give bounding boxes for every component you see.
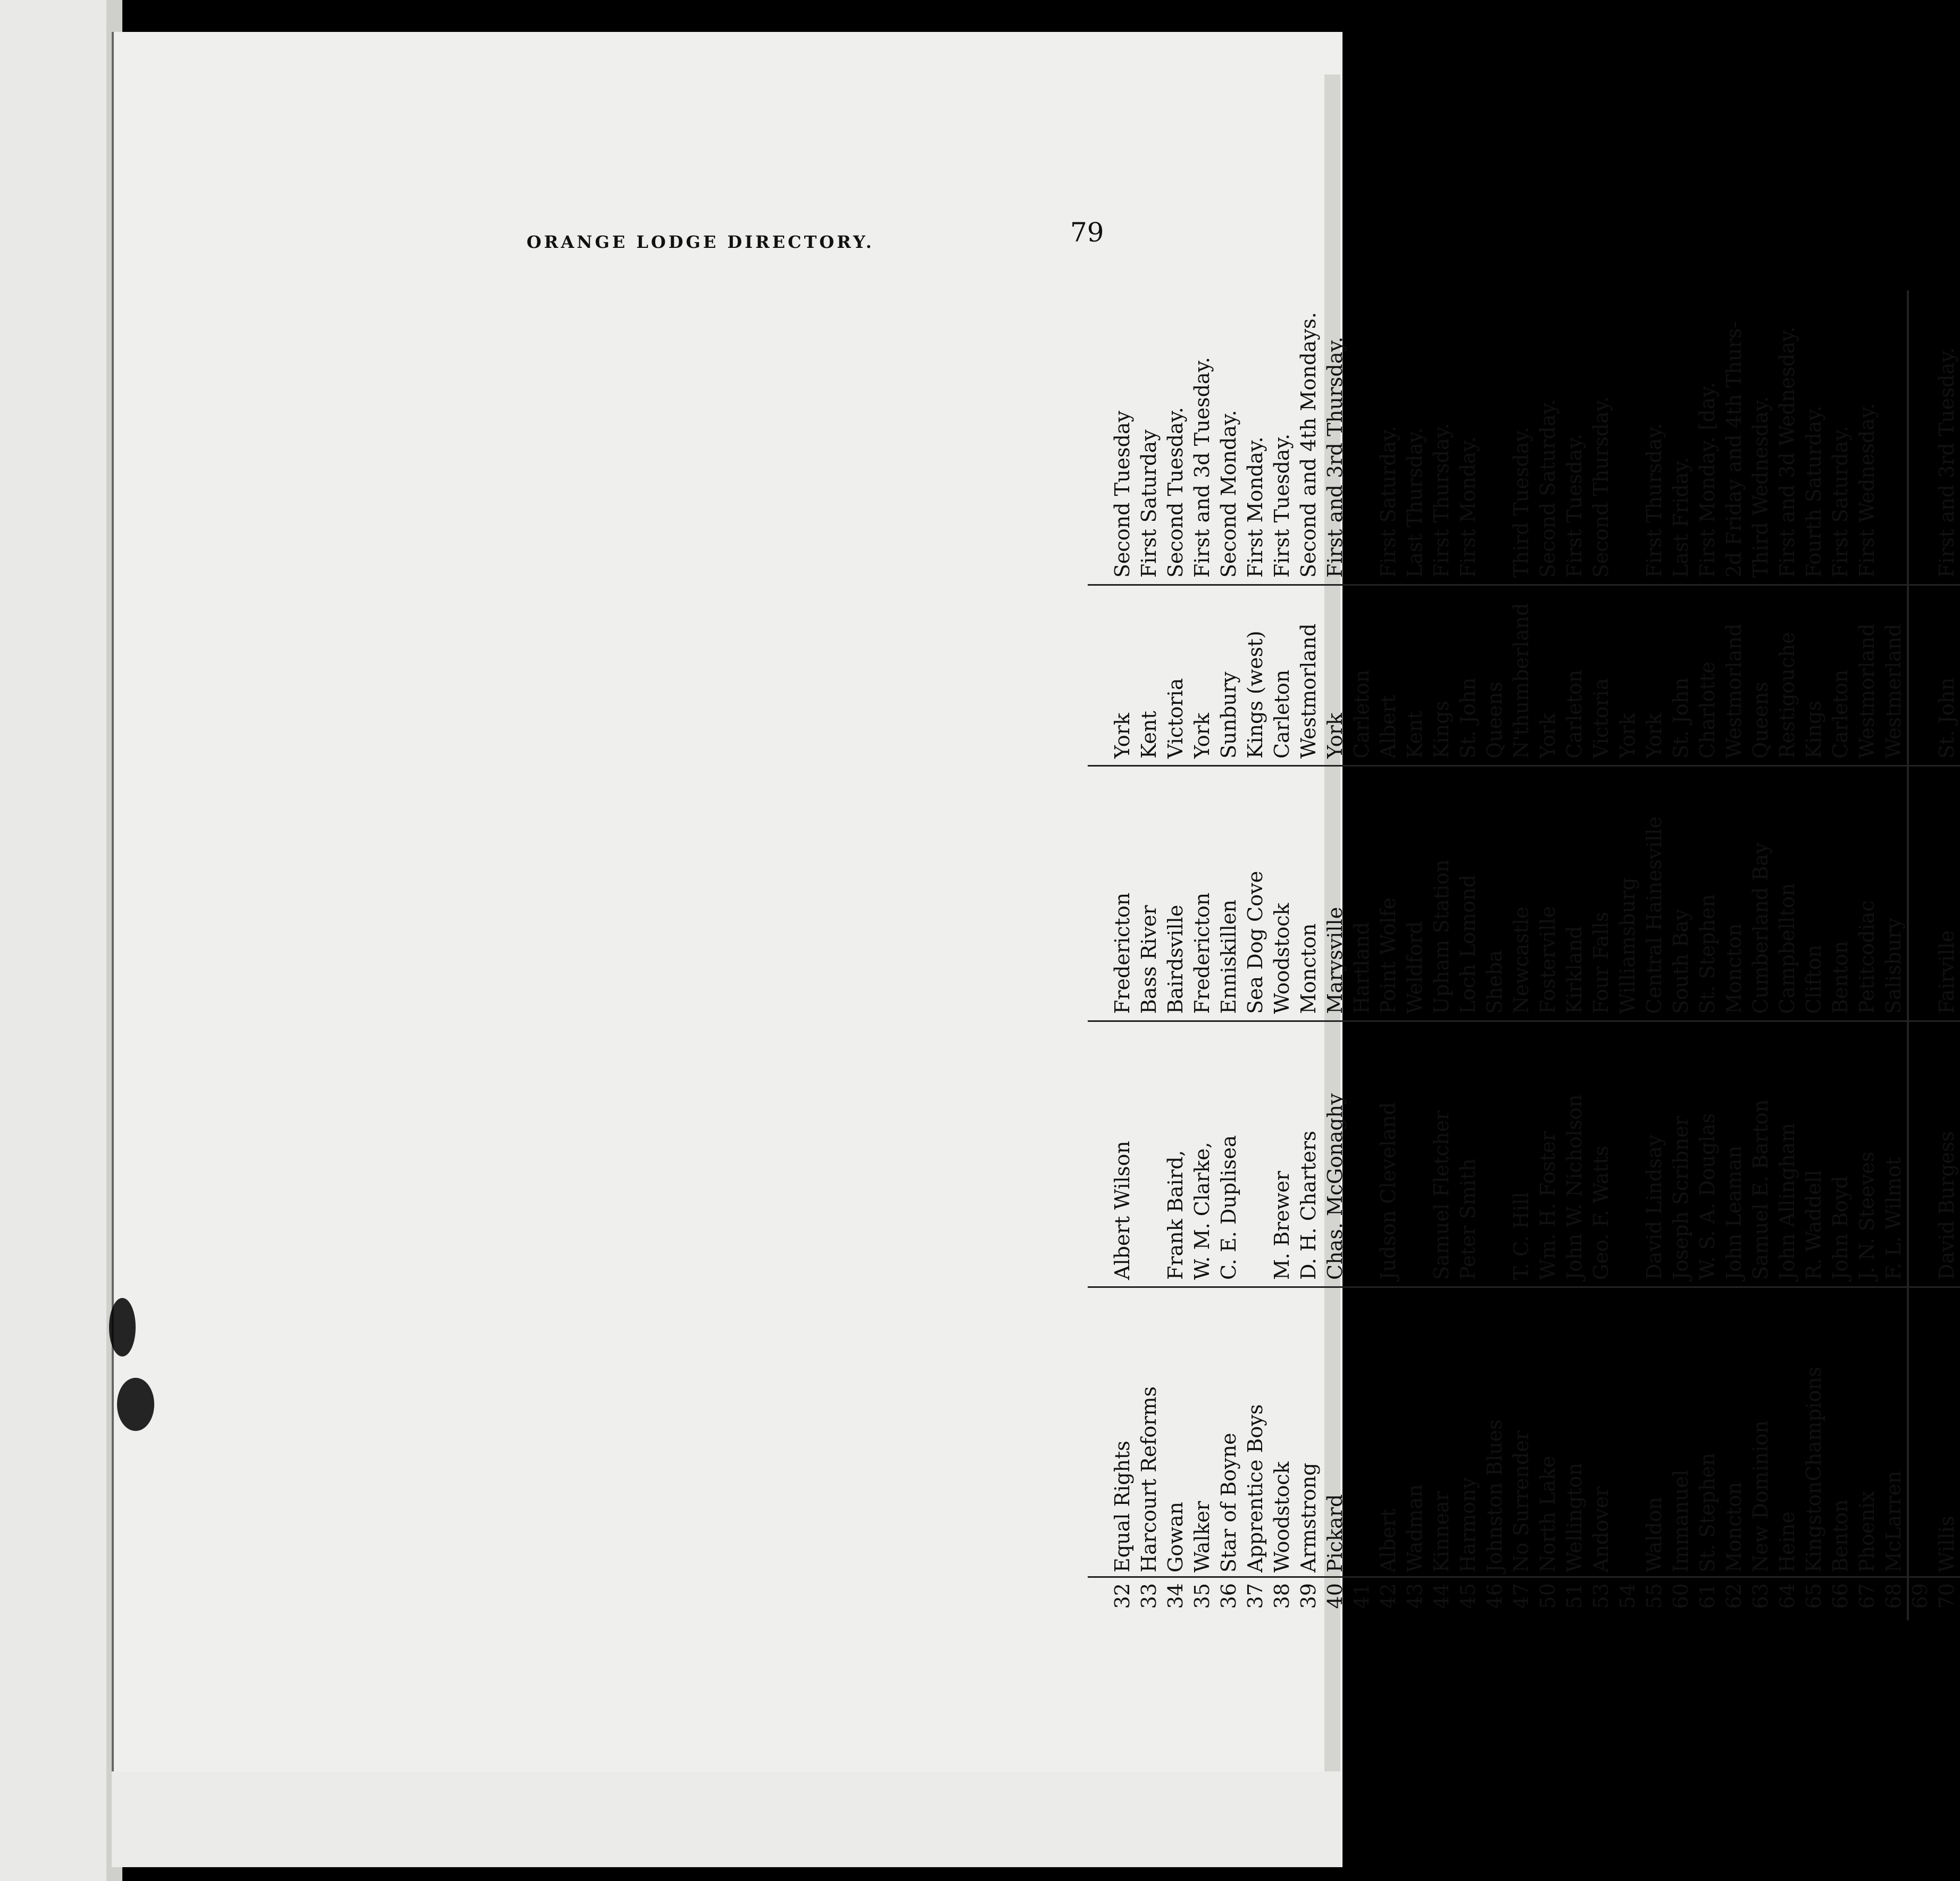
running-title: ORANGE LODGE DIRECTORY. [527,232,874,252]
lodge-number: 40 [1323,1583,1347,1609]
lodge-number: 43 [1403,1583,1427,1609]
lodge-master: Frank Baird, [1164,1150,1187,1280]
lodge-county: York [1536,713,1559,759]
table-row [1561,290,1588,1620]
lodge-county: Westmerland [1882,623,1905,759]
lodge-name: Wellington [1563,1462,1586,1572]
table-row [1428,290,1455,1620]
lodge-number: 68 [1882,1583,1905,1609]
lodge-name: Kinnear [1430,1491,1453,1572]
lodge-county: Albert [1377,695,1400,759]
lodge-place: Fredericton [1190,892,1214,1014]
lodge-master: John W. Nicholson [1563,1094,1586,1280]
lodge-number: 61 [1696,1583,1719,1609]
lodge-place: Clifton [1802,944,1825,1014]
lodge-place: Williamsburg [1616,877,1639,1014]
lodge-place: Salisbury [1882,918,1905,1014]
lodge-county: Kent [1137,711,1161,759]
table-row [1242,290,1269,1620]
lodge-place: Sheba [1483,950,1506,1014]
lodge-meeting-day: First Tuesday. [1270,434,1294,578]
lodge-name: Gowan [1164,1502,1187,1572]
lodge-county: York [1190,713,1214,759]
lodge-master: David Burgess [1935,1131,1958,1280]
lodge-place: Fairville [1935,930,1958,1014]
lodge-meeting-day: Third Wednesday. [1749,396,1772,578]
table-row [1162,290,1189,1620]
table-row [1933,290,1960,1620]
lodge-meeting-day: First Tuesday. [1563,434,1586,578]
table-row [1481,290,1508,1620]
table-row [1694,290,1721,1620]
table-row [1880,290,1907,1620]
lodge-master: T. C. Hill [1509,1192,1533,1280]
lodge-meeting-day: First Thursday. [1642,423,1666,578]
lodge-name: Johnston Blues [1483,1419,1506,1572]
lodge-number: 65 [1802,1583,1825,1609]
lodge-master: Judson Cleveland [1377,1102,1400,1280]
lodge-number: 34 [1164,1583,1187,1609]
lodge-place: Campbellton [1775,883,1799,1014]
lodge-meeting-day: First Monday. [1456,436,1480,578]
lodge-master: John Leaman [1722,1145,1746,1280]
lodge-county: Charlotte [1696,661,1719,759]
lodge-name: Immanuel [1669,1469,1692,1572]
lodge-name: St. Stephen [1696,1452,1719,1572]
lodge-number: 62 [1722,1583,1746,1609]
lodge-number: 37 [1244,1583,1267,1609]
lodge-place: Kirkland [1563,926,1586,1014]
lodge-county: Westmorland [1297,623,1320,759]
lodge-name: Apprentice Boys [1244,1404,1267,1572]
lodge-number: 44 [1430,1583,1453,1609]
table-row [1614,290,1641,1620]
lodge-master: David Lindsay [1642,1135,1666,1280]
lodge-master: John Allingham [1775,1122,1799,1280]
table-row [1534,290,1561,1620]
lodge-place: Upham Station [1430,859,1453,1014]
lodge-meeting-day: First Monday. [1244,436,1267,578]
lodge-name: New Dominion [1749,1420,1772,1572]
lodge-number: 45 [1456,1583,1480,1609]
lodge-county: Victoria [1164,678,1187,759]
lodge-county: St. John [1456,677,1480,759]
lodge-county: Kings [1430,701,1453,759]
lodge-meeting-day: 2d Friday and 4th Thurs- [1722,321,1746,578]
lodge-meeting-day: First Saturday. [1829,426,1852,578]
column-rule [1088,1286,1960,1288]
lodge-number: 69 [1908,1583,1932,1609]
lodge-number: 53 [1589,1583,1613,1609]
lodge-county: Carleton [1563,669,1586,759]
table-row [1402,290,1428,1620]
lodge-name: Pickard [1323,1494,1347,1572]
lodge-master: John Boyd [1829,1176,1852,1280]
lodge-county: Carleton [1270,669,1294,759]
table-row [1109,290,1136,1620]
lodge-place: Moncton [1297,923,1320,1014]
lodge-meeting-day: First Wednesday. [1855,403,1879,578]
lodge-number: 41 [1350,1583,1373,1609]
lodge-number: 38 [1270,1583,1294,1609]
lodge-name: Equal Rights [1111,1441,1134,1572]
table-row [1189,290,1215,1620]
lodge-county: St. John [1935,677,1958,759]
lodge-meeting-day: First and 3d Tuesday. [1190,357,1214,578]
lodge-meeting-day: Second Tuesday [1111,411,1134,578]
lodge-name: Moncton [1722,1482,1746,1572]
table-row [1455,290,1481,1620]
lodge-county: N'thumberland [1509,603,1533,759]
lodge-name: Albert [1377,1509,1400,1572]
column-rule [1088,765,1960,767]
lodge-number: 39 [1297,1583,1320,1609]
lodge-place: St. Stephen [1696,894,1719,1014]
lodge-county: Kings [1802,701,1825,759]
lodge-county: York [1642,713,1666,759]
lodge-meeting-day: Third Tuesday. [1509,427,1533,578]
lodge-number: 51 [1563,1583,1586,1609]
lodge-number: 66 [1829,1583,1852,1609]
lodge-county: Westmorland [1722,623,1746,759]
lodge-number: 60 [1669,1583,1692,1609]
table-row [1774,290,1800,1620]
page-number: 79 [1070,217,1104,248]
lodge-number: 63 [1749,1583,1772,1609]
lodge-master: W. S. A. Douglas [1696,1113,1719,1280]
lodge-master: J. N. Steeves [1855,1151,1879,1280]
lodge-name: Heine [1775,1511,1799,1572]
lodge-number: 47 [1509,1583,1533,1609]
lodge-meeting-day: Last Thursday. [1403,427,1427,578]
lodge-number: 42 [1377,1583,1400,1609]
lodge-meeting-day: Second Monday. [1217,410,1240,578]
lodge-master: Chas. McGonaghy [1323,1093,1347,1280]
lodge-place: Benton [1829,940,1852,1014]
table-row [1348,290,1375,1620]
lodge-place: Weldford [1403,921,1427,1014]
lodge-master: Samuel Fletcher [1430,1110,1453,1280]
table-row [1641,290,1667,1620]
binding-mark [109,1298,136,1356]
lodge-master: W. M. Clarke, [1190,1142,1214,1280]
lodge-county: St. John [1669,677,1692,759]
lodge-county: Restigouche [1775,632,1799,759]
lodge-master: Joseph Scribner [1669,1116,1692,1280]
lodge-county: Kent [1403,711,1427,759]
lodge-name: No Surrender [1509,1430,1533,1572]
lodge-county: York [1323,713,1347,759]
lodge-place: Point Wolfe [1377,897,1400,1014]
lodge-place: Bass River [1137,905,1161,1014]
lodge-meeting-day: Second Saturday. [1536,399,1559,578]
facing-page-edge [0,0,122,1881]
lodge-directory-table [1088,290,1958,1620]
table-row [1588,290,1614,1620]
lodge-number: 46 [1483,1583,1506,1609]
lodge-place: Loch Lomond [1456,875,1480,1014]
lodge-name: Woodstock [1270,1461,1294,1572]
lodge-master: F. L. Wilmot [1882,1157,1905,1280]
lodge-place: Enniskillen [1217,900,1240,1014]
lodge-county: Sunbury [1217,671,1240,759]
table-row [1667,290,1694,1620]
lodge-master: M. Brewer [1270,1171,1294,1280]
lodge-number: 35 [1190,1583,1214,1609]
lodge-master: Geo. F. Watts [1589,1145,1613,1280]
table-row [1827,290,1854,1620]
lodge-name: North Lake [1536,1455,1559,1572]
lodge-number: 33 [1137,1583,1161,1609]
lodge-place: Cumberland Bay [1749,842,1772,1014]
lodge-name: Walker [1190,1501,1214,1572]
lodge-meeting-day: Second and 4th Mondays. [1297,312,1320,578]
lodge-meeting-day: Second Tuesday. [1164,407,1187,578]
lodge-master: R. Waddell [1802,1170,1825,1280]
table-row [1136,290,1162,1620]
lodge-place: Sea Dog Cove [1244,871,1267,1014]
lodge-number: 36 [1217,1583,1240,1609]
table-row [1375,290,1402,1620]
lodge-number: 70 [1935,1583,1958,1609]
lodge-meeting-day: First Saturday. [1377,426,1400,578]
lodge-name: McLarren [1882,1470,1905,1572]
lodge-master: Samuel E. Barton [1749,1099,1772,1280]
lodge-county: Carleton [1350,669,1373,759]
lodge-number: 55 [1642,1583,1666,1609]
lodge-county: Queens [1483,681,1506,759]
page-bottom-margin [112,1771,1340,1867]
lodge-master: C. E. Duplisea [1217,1135,1240,1280]
lodge-name: Benton [1829,1499,1852,1572]
lodge-name: Phoenix [1855,1491,1879,1572]
lodge-number: 50 [1536,1583,1559,1609]
table-row [1747,290,1774,1620]
lodge-master: Wm. H. Foster [1536,1131,1559,1280]
lodge-place: Hartland [1350,922,1373,1014]
lodge-meeting-day: First and 3rd Tuesday. [1935,347,1958,578]
lodge-county: Victoria [1589,678,1613,759]
binding-mark [117,1378,154,1431]
lodge-place: Petitcodiac [1855,900,1879,1014]
lodge-county: Queens [1749,681,1772,759]
table-row [1508,290,1534,1620]
lodge-master: Albert Wilson [1111,1141,1134,1280]
table-row [1907,290,1933,1620]
lodge-name: Harmony [1456,1477,1480,1572]
lodge-meeting-day: First and 3d Wednesday. [1775,326,1799,578]
lodge-name: Armstrong [1297,1462,1320,1572]
lodge-place: Moncton [1722,923,1746,1014]
table-row [1322,290,1348,1620]
table-row [1854,290,1880,1620]
lodge-county: York [1111,713,1134,759]
lodge-place: Fosterville [1536,905,1559,1014]
lodge-master: Peter Smith [1456,1158,1480,1280]
lodge-name: Willis [1935,1516,1958,1572]
column-rule [1088,1576,1960,1578]
lodge-meeting-day: Second Thursday. [1589,396,1613,578]
lodge-meeting-day: Last Friday. [1669,457,1692,578]
table-row [1215,290,1242,1620]
lodge-number: 64 [1775,1583,1799,1609]
lodge-place: Marysville [1323,906,1347,1014]
lodge-meeting-day: First Thursday. [1430,423,1453,578]
table-row [1295,290,1322,1620]
lodge-meeting-day: First Monday. [day. [1696,382,1719,578]
lodge-number: 67 [1855,1583,1879,1609]
lodge-name: Andover [1589,1486,1613,1572]
lodge-meeting-day: First and 3rd Thursday. [1323,336,1347,578]
lodge-place: Four Falls [1589,911,1613,1014]
lodge-county: Kings (west) [1244,630,1267,759]
lodge-county: Carleton [1829,669,1852,759]
lodge-place: Central Hainesville [1642,816,1666,1014]
lodge-place: Fredericton [1111,892,1134,1014]
lodge-name: Waldon [1642,1496,1666,1572]
lodge-name: Star of Boyne [1217,1433,1240,1572]
lodge-meeting-day: First Saturday [1137,429,1161,578]
lodge-master: D. H. Charters [1297,1130,1320,1280]
column-rule [1088,1020,1960,1022]
table-row [1800,290,1827,1620]
lodge-place: Bairdsville [1164,904,1187,1014]
lodge-county: Westmorland [1855,623,1879,759]
lodge-county: York [1616,713,1639,759]
lodge-meeting-day: Fourth Saturday. [1802,405,1825,578]
lodge-name: Harcourt Reforms [1137,1386,1161,1572]
lodge-name: KingstonChampions [1802,1366,1825,1572]
lodge-place: Newcastle [1509,906,1533,1014]
lodge-number: 32 [1111,1583,1134,1609]
lodge-place: Woodstock [1270,903,1294,1014]
lodge-number: 54 [1616,1583,1639,1609]
table-row [1721,290,1747,1620]
lodge-name: Wadman [1403,1484,1427,1572]
lodge-place: South Bay [1669,909,1692,1014]
table-row [1269,290,1295,1620]
column-rule [1088,584,1960,586]
